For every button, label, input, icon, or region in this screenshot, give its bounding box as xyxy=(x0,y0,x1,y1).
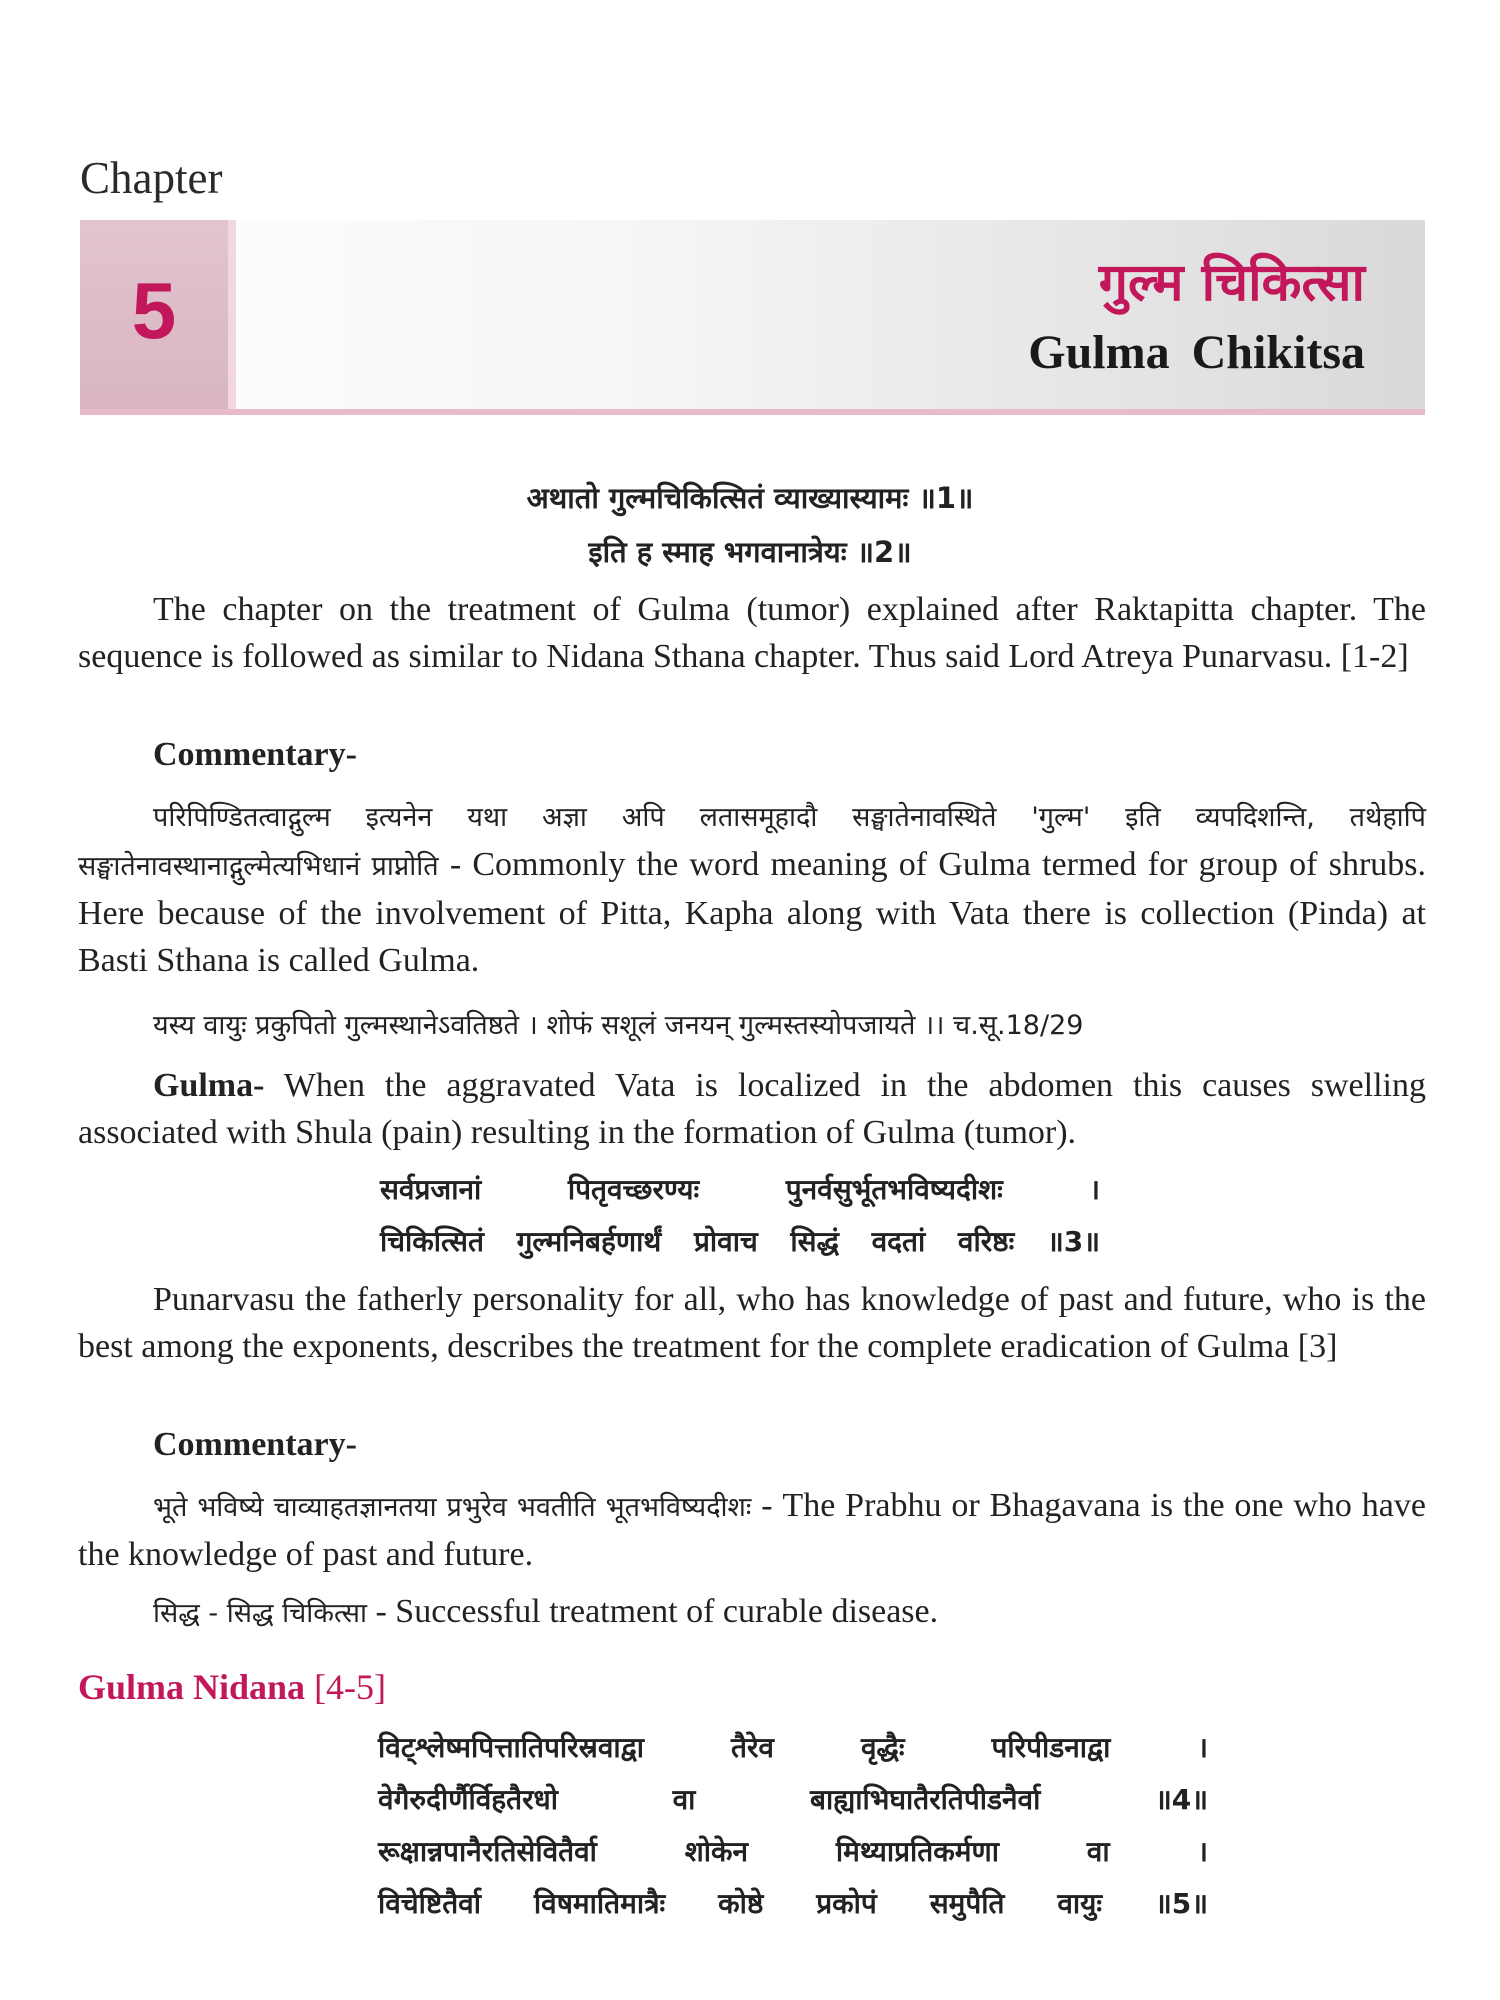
commentary-paragraph-1 xyxy=(78,792,1426,984)
commentary-heading-1: Commentary- xyxy=(153,736,357,773)
commentary-heading-2: Commentary- xyxy=(153,1426,357,1463)
verse-4-line-2: वेगैरुदीर्णैर्विहतैरधो वा बाह्याभिघातैरतिपीडनैर्वा ॥4॥ xyxy=(378,1783,1208,1816)
verse-5-line-1: रूक्षान्नपानैरतिसेवितैर्वा शोकेन मिथ्याप्रतिकर्मणा वा । xyxy=(378,1835,1208,1868)
paragraph-intro xyxy=(78,586,1426,680)
paragraph-intro-text: The chapter on the treatment of Gulma (tumor) explained after Raktapitta chapter. The sequence is followed as similar to Nidana Sthana chapter. Thus said Lord Atreya Punarvasu. [1-2] xyxy=(78,591,1426,675)
opening-verse-line-2: इति ह स्माह भगवानात्रेयः ॥2॥ xyxy=(588,535,912,569)
commentary-1-english: - Commonly the word meaning of Gulma termed for group of shrubs. Here because of the involvement of Pitta, Kapha along with Vata there is collection (Pinda) at Basti Sthana is called Gulma. xyxy=(78,846,1427,979)
siddha-sanskrit: सिद्ध - सिद्ध चिकित्सा xyxy=(153,1598,367,1629)
section-title: Gulma Nidana xyxy=(78,1667,306,1707)
chapter-label: Chapter xyxy=(80,153,223,203)
chapter-number: 5 xyxy=(131,266,177,355)
commentary-2-english: - The Prabhu or Bhagavana is the one who have the knowledge of past and future. xyxy=(78,1487,1426,1573)
gulma-text: When the aggravated Vata is localized in the abdomen this causes swelling associated with Shula (pain) resulting in the formation of Gulma (tumor). xyxy=(78,1067,1426,1151)
siddha-paragraph xyxy=(78,1588,1426,1637)
commentary-2-sanskrit: भूते भविष्ये चाव्याहतज्ञानतया प्रभुरेव भवतीति भूतभविष्यदीशः xyxy=(153,1492,752,1523)
quote-paragraph xyxy=(78,1000,1426,1049)
section-heading-gulma-nidana xyxy=(78,1666,386,1708)
chapter-title-sanskrit: गुल्म चिकित्सा xyxy=(1098,253,1365,313)
verse-5-line-2: विचेष्टितैर्वा विषमातिमात्रैः कोष्ठे प्रकोपं समुपैति वायुः ॥5॥ xyxy=(378,1887,1208,1920)
verse-3-line-1: सर्वप्रजानां पितृवच्छरण्यः पुनर्वसुर्भूतभविष्यदीशः । xyxy=(380,1173,1100,1206)
verse-4-line-1: विट्श्लेष्मपित्तातिपरिस्रवाद्वा तैरेव वृद्धैः परिपीडनाद्वा । xyxy=(378,1731,1208,1764)
section-range: [4-5] xyxy=(314,1667,387,1707)
gulma-label: Gulma- xyxy=(153,1067,265,1104)
charaka-quote: यस्य वायुः प्रकुपितो गुल्मस्थानेऽवतिष्ठते । शोफं सशूलं जनयन् गुल्मस्तस्योपजायते ।। च.सू.18/29 xyxy=(153,1010,1084,1041)
verse-3-line-2: चिकित्सितं गुल्मनिबर्हणार्थं प्रोवाच सिद्धं वदतां वरिष्ठः ॥3॥ xyxy=(380,1225,1100,1258)
chapter-number-box xyxy=(80,220,236,409)
siddha-english: - Successful treatment of curable disease. xyxy=(366,1593,939,1630)
opening-verse-line-1: अथातो गुल्मचिकित्सितं व्याख्यास्यामः ॥1॥ xyxy=(526,481,974,515)
commentary-1-sanskrit: परिपिण्डितत्वाद्गुल्म इत्यनेन यथा अज्ञा अपि लतासमूहादौ सङ्घातेनावस्थिते 'गुल्म' इति व्यपदिशन्ति, तथेहापि सङ्घातेनावस्थानाद्गुल्मेत्यभिधानं प्राप्नोति xyxy=(78,802,1426,882)
paragraph-gulma xyxy=(78,1062,1426,1156)
paragraph-punarvasu-text: Punarvasu the fatherly personality for all, who has knowledge of past and future, who is the best among the exponents, describes the treatment for the complete eradication of Gulma [3] xyxy=(78,1281,1426,1365)
commentary-paragraph-2 xyxy=(78,1482,1426,1578)
chapter-banner xyxy=(80,220,1425,415)
chapter-title-english: Gulma Chikitsa xyxy=(1028,326,1365,379)
paragraph-punarvasu xyxy=(78,1276,1426,1370)
